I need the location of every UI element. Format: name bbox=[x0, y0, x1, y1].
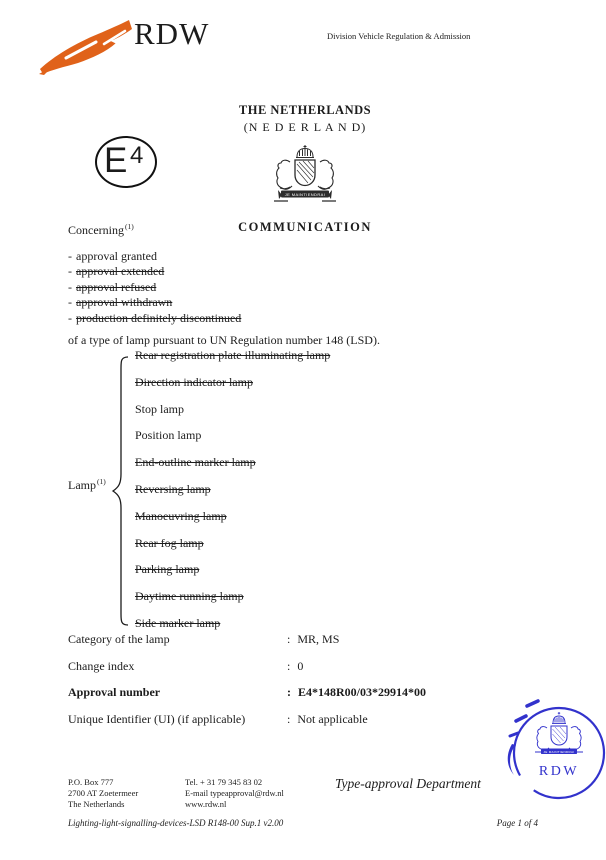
concerning-option: - approval withdrawn bbox=[68, 295, 173, 310]
lamp-type-list bbox=[135, 342, 330, 637]
address-line: The Netherlands bbox=[68, 799, 125, 809]
dutch-coat-of-arms-icon bbox=[178, 144, 432, 211]
address-line: 2700 AT Zoetermeer bbox=[68, 788, 139, 798]
lamp-type: Rear fog lamp bbox=[135, 535, 204, 550]
lamp-type: Rear registration plate illuminating lamp bbox=[135, 348, 331, 362]
lamp-type: Stop lamp bbox=[135, 401, 185, 416]
rdw-wordmark: RDW bbox=[134, 16, 210, 51]
concerning-subject: of a type of lamp pursuant to UN Regulation number 148 (LSD). bbox=[68, 333, 380, 348]
field-row-change-index: Change index : 0 bbox=[68, 658, 304, 673]
lamp-type: Daytime running lamp bbox=[135, 589, 244, 604]
stamp-motto: JE MAINTIENDRAI bbox=[543, 749, 575, 754]
document-reference: Lighting-light-signalling-devices-LSD R148-00 Sup.1 v2.00 bbox=[68, 818, 284, 828]
rdw-logo-icon bbox=[38, 18, 133, 81]
department-label: Type-approval Department bbox=[335, 776, 481, 791]
lamp-type: Reversing lamp bbox=[135, 481, 211, 496]
lamp-type: Side marker lamp bbox=[135, 615, 221, 630]
footnote-ref: (1) bbox=[125, 222, 134, 231]
title-block bbox=[178, 103, 432, 235]
concerning-heading: Concerning$^{(1)}$ bbox=[68, 222, 134, 237]
lamp-type: Position lamp bbox=[135, 428, 202, 443]
country-title: THE NETHERLANDS bbox=[238, 103, 372, 117]
communication-title: COMMUNICATION bbox=[238, 220, 372, 234]
country-native-title: (N E D E R L A N D) bbox=[243, 120, 367, 134]
lamp-type: End-outline marker lamp bbox=[135, 455, 256, 470]
page-number: Page 1 of 4 bbox=[496, 818, 538, 828]
stamp-text: RDW bbox=[538, 764, 580, 779]
field-row-approval-number: Approval number : E4*148R00/03*29914*00 bbox=[68, 685, 427, 700]
lamp-type: Manoeuvring lamp bbox=[135, 508, 227, 523]
lamp-type: Parking lamp bbox=[135, 562, 200, 577]
website-line: www.rdw.nl bbox=[185, 799, 227, 809]
footer-contact bbox=[185, 777, 284, 810]
curly-brace-icon bbox=[111, 356, 133, 631]
concerning-option: - approval granted bbox=[68, 249, 157, 263]
field-row-category: Category of the lamp : MR, MS bbox=[68, 632, 340, 646]
division-label: Division Vehicle Regulation & Admission bbox=[327, 31, 471, 41]
footnote-ref: (1) bbox=[97, 477, 106, 486]
concerning-option: - approval extended bbox=[68, 264, 165, 279]
approval-fields bbox=[68, 633, 426, 739]
footer-address bbox=[68, 777, 138, 810]
lamp-type: Direction indicator lamp bbox=[135, 374, 253, 389]
e4-approval-mark-icon bbox=[95, 136, 157, 188]
lamp-label: Lamp$^{(1)}$ bbox=[68, 477, 106, 492]
e-mark-number: 4 bbox=[130, 142, 144, 169]
field-row-unique-identifier: Unique Identifier (UI) (if applicable) : Not applicable bbox=[68, 711, 368, 726]
phone-line: Tel. + 31 79 345 83 02 bbox=[185, 777, 263, 787]
rdw-stamp-icon bbox=[497, 692, 606, 829]
e-mark-letter: E bbox=[104, 141, 128, 180]
concerning-option: - approval refused bbox=[68, 279, 157, 294]
concerning-option: - production definitely discontinued bbox=[68, 310, 242, 325]
concerning-section bbox=[68, 223, 380, 348]
coat-of-arms-motto: JE MAINTIENDRAI bbox=[284, 191, 326, 197]
email-line: E-mail typeapproval@rdw.nl bbox=[185, 788, 284, 798]
address-line: P.O. Box 777 bbox=[68, 777, 114, 787]
